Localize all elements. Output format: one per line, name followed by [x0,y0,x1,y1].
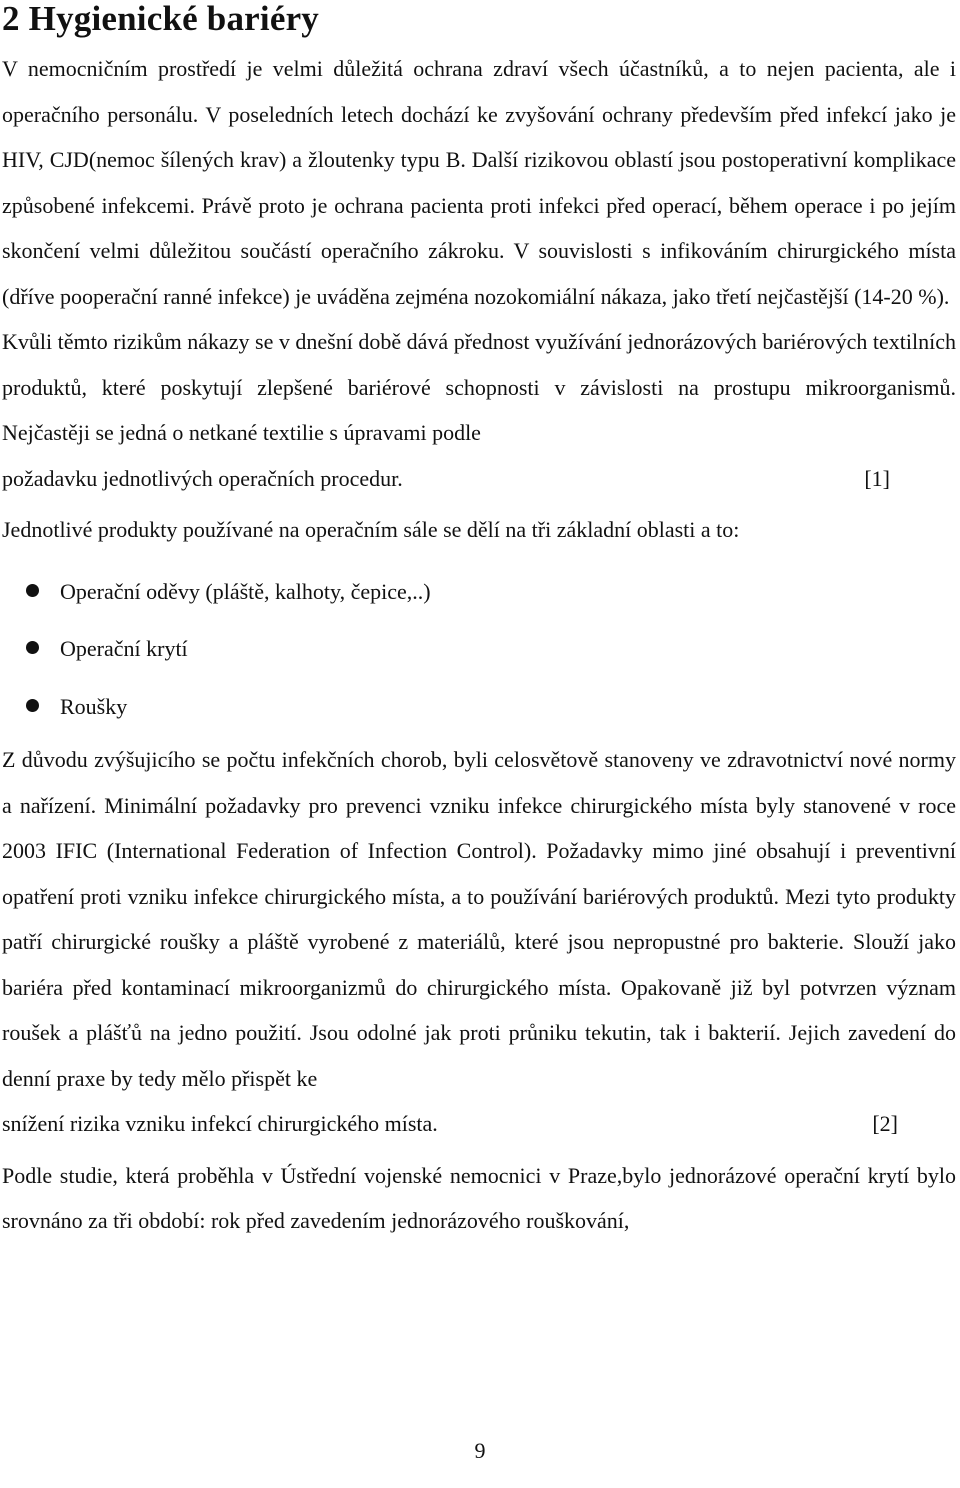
citation-ref-1: [1] [864,465,890,491]
paragraph-norms-body: Z důvodu zvýšujicího se počtu infekčních chorob, byli celosvětově stanoveny ve zdravotnictví nové normy a nařízení. Minimální požadavky pro prevenci vzniku infekce chirurgického místa byly stanovené v roce 2003 IFIC (International Federation of Infection Control). Požadavky mimo jiné obsahují i preventivní opatření proti vzniku infekce chirurgického místa, a to používání bariérových produktů. Mezi tyto produkty patří chirurgické roušky a pláště vyrobené z materiálů, které jsou nepropustné pro bakterie. Slouží jako bariéra před kontaminací mikroorganizmů do chirurgického místa. Opakovaně již byl potvrzen význam roušek a plášťů na jedno použití. Jsou odolné jak proti průniku tekutin, tak i bakterií. Jejich zavedení do denní praxe by tedy mělo přispět ke [2,747,956,1091]
section-heading: 2 Hygienické bariéry [2,0,320,38]
paragraph-norms [2,737,956,1147]
paragraph-study: Podle studie, která proběhla v Ústřední vojenské nemocnici v Praze,bylo jednorázové operační krytí bylo srovnáno za tři období: rok před zavedením jednorázového rouškování, [2,1162,956,1233]
bullet-icon [26,641,39,654]
list-item: Operační oděvy (pláště, kalhoty, čepice,..) [2,563,956,621]
list-item: Roušky [2,678,956,736]
product-area-list [2,563,956,736]
paragraph-intro: V nemocničním prostředí je velmi důležitá ochrana zdraví všech účastníků, a to nejen pacienta, ale i operačního personálu. V poseledních letech dochází ke zvyšování ochrany především před infekcí jako je HIV, CJD(nemoc šílených krav) a žloutenky typu B. Další rizikovou oblastí jsou postoperativní komplikace způsobené infekcemi. Právě proto je ochrana pacienta proti infekci před operací, během operace i po jejím skončení velmi důležitou součástí operačního zákroku. V souvislosti s infikováním chirurgického místa (dříve pooperační ranné infekce) je uváděna zejména nozokomiální nákaza, jako třetí nejčastější (14-20 %). [2,56,956,309]
paragraph-barrier-products-body: Kvůli těmto rizikům nákazy se v dnešní době dává přednost využívání jednorázových bariérových textilních produktů, které poskytují zlepšené bariérové schopnosti v závislosti na prostupu mikroorganismů. Nejčastěji se jedná o netkané textilie s úpravami podle [2,329,956,445]
list-item: Operační krytí [2,620,956,678]
paragraph-product-areas: Jednotlivé produkty používané na operačním sále se dělí na tři základní oblasti a to: [2,517,740,542]
page-number: 9 [474,1438,486,1463]
paragraph-barrier-products-tail: požadavku jednotlivých operačních procedur. [2,465,403,491]
bullet-icon [26,699,39,712]
citation-ref-2: [2] [872,1111,898,1136]
paragraph-norms-tail: snížení rizika vzniku infekcí chirurgického místa. [2,1111,438,1136]
paragraph-norms-last-line [2,1101,956,1147]
bullet-icon [26,584,39,597]
paragraph-barrier-products [2,319,956,501]
paragraph-barrier-products-last-line [2,456,956,502]
